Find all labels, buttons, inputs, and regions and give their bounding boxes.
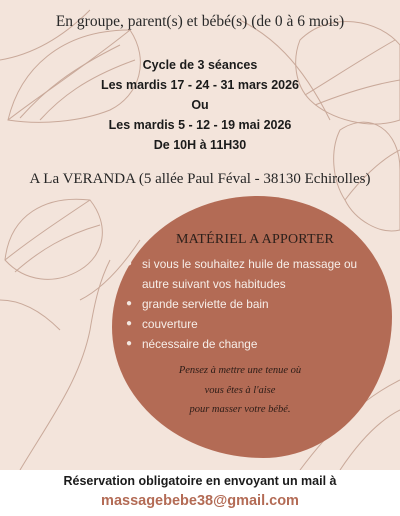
reservation-text: Réservation obligatoire en envoyant un mail à xyxy=(63,474,337,488)
email-link[interactable]: massagebebe38@gmail.com xyxy=(101,493,299,509)
reservation-footer xyxy=(0,470,400,516)
cycle-text: Cycle de 3 séances xyxy=(142,58,258,72)
note-line: Pensez à mettre une tenue où xyxy=(178,365,302,376)
note-line: pour masser votre bébé. xyxy=(189,404,291,415)
dates-march: Les mardis 17 - 24 - 31 mars 2026 xyxy=(100,78,300,92)
list-item: ● si vous le souhaitez huile de massage ou xyxy=(120,254,390,274)
list-item: autre suivant vos habitudes xyxy=(142,277,286,291)
clothing-note xyxy=(150,361,330,420)
venue-address: A La VERANDA (5 allée Paul Féval - 38130 Echirolles) xyxy=(29,171,371,187)
bullet-icon: ● xyxy=(126,258,133,269)
bullet-icon: ● xyxy=(126,298,133,309)
bullet-icon: ● xyxy=(126,318,133,329)
list-item: ● couverture xyxy=(120,314,390,334)
list-item: ● nécessaire de change xyxy=(120,334,390,354)
list-item: ● grande serviette de bain xyxy=(120,294,390,314)
dates-may: Les mardis 5 - 12 - 19 mai 2026 xyxy=(108,118,292,132)
material-section xyxy=(120,232,390,354)
bullet-icon: ● xyxy=(126,338,133,349)
or-text: Ou xyxy=(191,98,209,112)
note-line: vous êtes à l'aise xyxy=(204,384,276,396)
material-list xyxy=(120,254,390,354)
material-title: MATÉRIEL A APPORTER xyxy=(175,232,335,247)
schedule-block xyxy=(0,55,400,155)
time-text: De 10H à 11H30 xyxy=(153,138,247,152)
group-description: En groupe, parent(s) et bébé(s) (de 0 à 6 mois) xyxy=(55,13,345,30)
